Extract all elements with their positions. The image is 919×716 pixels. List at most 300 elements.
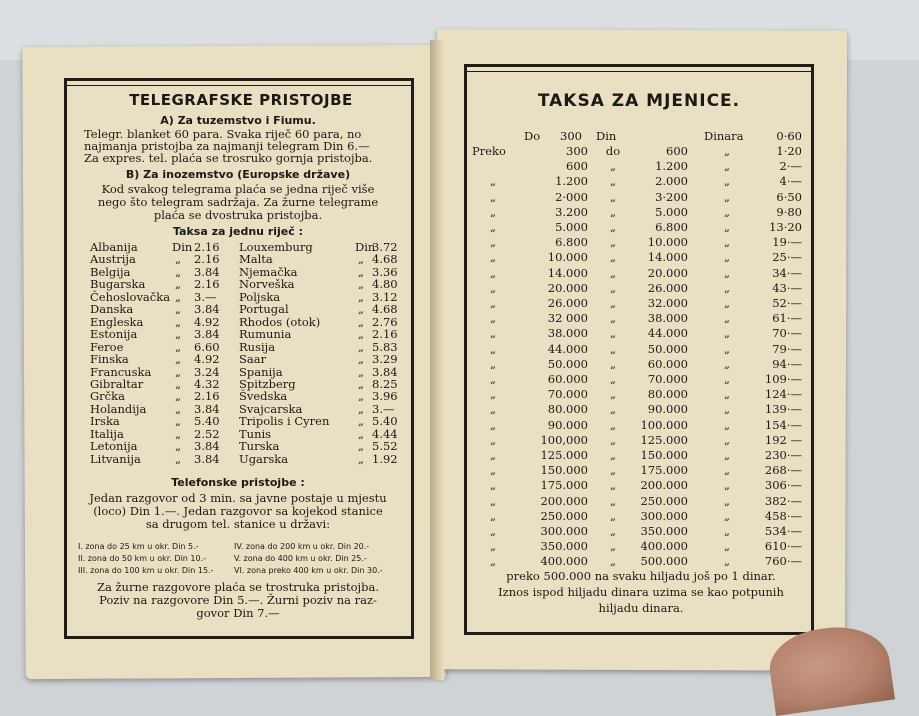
amount-to: 60.000: [647, 356, 688, 371]
ditto-mark: „: [724, 311, 730, 326]
country-rate: 3.84: [194, 264, 220, 279]
row-prefix: „: [490, 463, 496, 478]
country-rate: 3.84: [194, 439, 220, 454]
country-name: Italija: [90, 426, 124, 441]
amount-to: 70.000: [647, 372, 688, 386]
amount-from: 300.000: [540, 524, 588, 538]
bill-tax-title: TAKSA ZA MJENICE.: [537, 91, 741, 111]
country-rate: 4.44: [372, 426, 398, 441]
domestic-heading: A) Za tuzemstvo i Fiumu.: [160, 114, 316, 127]
amount-from: 150.000: [540, 463, 588, 478]
ditto-mark: „: [358, 426, 364, 441]
row-prefix: „: [490, 539, 496, 554]
country-rate: 4.68: [372, 302, 398, 317]
row-separator: „: [610, 204, 616, 219]
country-rate: 2.16: [194, 240, 220, 254]
footer-line: hiljadu dinara.: [598, 601, 684, 615]
tax-amount: 306·—: [764, 478, 802, 493]
phone-line: Jedan razgovor od 3 min. sa javne postaje u mjestu: [89, 491, 387, 505]
amount-from: 600: [566, 159, 588, 174]
book-gutter: [430, 40, 444, 680]
ditto-mark: „: [175, 314, 181, 329]
amount-to: 2.000: [655, 174, 688, 189]
ditto-mark: „: [175, 352, 181, 367]
row-prefix: „: [490, 174, 496, 189]
amount-to: 14.000: [647, 250, 688, 265]
amount-from: 14.000: [547, 265, 588, 280]
tax-amount: 458·—: [764, 508, 802, 523]
tax-amount: 43·—: [772, 280, 802, 295]
ditto-mark: „: [724, 524, 730, 538]
ditto-mark: „: [724, 296, 730, 310]
row-separator: „: [610, 463, 616, 478]
ditto-mark: „: [724, 463, 730, 478]
amount-from: 125.000: [540, 448, 588, 462]
ditto-mark: „: [358, 314, 364, 329]
amount-from: 90.000: [547, 417, 588, 432]
ditto-mark: „: [358, 451, 364, 466]
amount-to: 600: [666, 144, 688, 158]
ditto-mark: „: [724, 250, 730, 265]
amount-from: 200.000: [540, 493, 588, 508]
country-rate: 5.40: [194, 414, 220, 429]
country-name: Tunis: [239, 426, 272, 441]
row-prefix: „: [490, 508, 496, 523]
country-name: Estonija: [90, 327, 138, 342]
row-separator: „: [610, 220, 616, 234]
ditto-mark: „: [724, 417, 730, 432]
amount-to: 3·200: [655, 189, 688, 204]
country-name: Feroe: [90, 339, 124, 354]
row-prefix: „: [490, 250, 496, 265]
country-name: Gibraltar: [90, 376, 144, 391]
amount-from: 80.000: [547, 402, 588, 417]
row-separator: „: [610, 311, 616, 326]
row-separator: „: [610, 508, 616, 523]
row-prefix: „: [490, 387, 496, 402]
footer-line: Iznos ispod hiljadu dinara uzima se kao potpunih: [498, 585, 784, 599]
row-prefix: „: [490, 448, 496, 462]
ditto-mark: „: [358, 327, 364, 342]
country-rate: 6.60: [194, 339, 220, 354]
ditto-mark: „: [358, 364, 364, 379]
amount-from: 2·000: [555, 189, 588, 204]
tax-amount: 534·—: [764, 524, 802, 538]
amount-from: 70.000: [547, 387, 588, 402]
country-name: Švedska: [239, 389, 288, 404]
ditto-mark: Din: [355, 240, 376, 254]
urgent-line: govor Din 7.—: [196, 606, 280, 620]
amount-to: 6.800: [655, 220, 688, 234]
tax-amount: 230·—: [764, 448, 802, 462]
amount-to: 20.000: [647, 265, 688, 280]
row-separator: „: [610, 432, 616, 447]
amount-to: 350.000: [640, 524, 688, 538]
country-rate: 1.92: [372, 451, 398, 466]
ditto-mark: Din: [172, 240, 193, 254]
ditto-mark: „: [175, 389, 181, 404]
domestic-line: Telegr. blanket 60 para. Svaka riječ 60 para, no: [84, 127, 362, 141]
amount-from: 250.000: [540, 508, 588, 523]
country-name: Albanija: [90, 240, 138, 254]
tax-amount: 4·—: [779, 174, 802, 189]
tax-amount: 25·—: [772, 250, 802, 265]
ditto-mark: „: [175, 339, 181, 354]
ditto-mark: „: [724, 326, 730, 341]
amount-to: 250.000: [640, 493, 688, 508]
country-name: Irska: [90, 414, 120, 429]
tax-amount: 61·—: [772, 311, 802, 326]
amount-to: 50.000: [647, 341, 688, 356]
amount-to: 1.200: [655, 159, 688, 174]
row-separator: „: [610, 189, 616, 204]
ditto-mark: „: [358, 376, 364, 391]
ditto-mark: „: [724, 341, 730, 356]
ditto-mark: „: [724, 554, 730, 569]
ditto-mark: „: [724, 280, 730, 295]
telegraph-title: TELEGRAFSKE PRISTOJBE: [129, 91, 353, 109]
row-prefix: „: [490, 341, 496, 356]
ditto-mark: „: [724, 144, 730, 158]
ditto-mark: „: [175, 426, 181, 441]
urgent-line: Za žurne razgovore plaća se trostruka pristojba.: [97, 580, 379, 594]
tax-amount: 154·—: [764, 417, 802, 432]
row-separator: „: [610, 524, 616, 538]
zone-rate: IV. zona do 200 km u okr. Din 20.-: [234, 542, 370, 551]
country-rate: 3.84: [194, 327, 220, 342]
country-rate: 2.76: [372, 314, 398, 329]
amount-from: 26.000: [547, 296, 588, 310]
country-rate: 3.84: [194, 302, 220, 317]
country-name: Louxemburg: [239, 240, 313, 254]
ditto-mark: „: [358, 439, 364, 454]
amount-to: 5.000: [655, 204, 688, 219]
row-prefix: „: [490, 372, 496, 386]
header-fee: 0·60: [776, 129, 802, 143]
ditto-mark: „: [724, 174, 730, 189]
tax-amount: 34·—: [772, 265, 802, 280]
row-separator: „: [610, 159, 616, 174]
amount-to: 32.000: [647, 296, 688, 310]
country-name: Spanija: [239, 364, 283, 379]
row-prefix: „: [490, 189, 496, 204]
frame-inner-rule: [67, 85, 411, 86]
country-rate: 5.83: [372, 339, 398, 354]
ditto-mark: „: [724, 402, 730, 417]
ditto-mark: „: [724, 387, 730, 402]
phone-line: (loco) Din 1.—. Jedan razgovor sa kojekod stanice: [93, 504, 383, 518]
country-rate: 3.—: [372, 401, 395, 416]
phone-line: sa drugom tel. stanice u državi:: [145, 517, 331, 531]
ditto-mark: „: [175, 364, 181, 379]
row-prefix: „: [490, 296, 496, 310]
row-separator: „: [610, 235, 616, 250]
country-rate: 2.16: [194, 277, 220, 292]
row-prefix: „: [490, 326, 496, 341]
row-separator: „: [610, 356, 616, 371]
ditto-mark: „: [358, 264, 364, 279]
row-separator: „: [610, 250, 616, 265]
row-prefix: „: [490, 235, 496, 250]
country-rate: 3.29: [372, 352, 398, 367]
country-name: Bugarska: [90, 277, 146, 292]
tax-amount: 124·—: [764, 387, 802, 402]
ditto-mark: „: [358, 277, 364, 292]
row-separator: „: [610, 554, 616, 569]
amount-to: 90.000: [647, 402, 688, 417]
amount-to: 80.000: [647, 387, 688, 402]
ditto-mark: „: [175, 401, 181, 416]
ditto-mark: „: [724, 356, 730, 371]
amount-from: 100,000: [540, 432, 588, 447]
country-name: Letonija: [90, 439, 138, 454]
country-name: Turska: [239, 439, 280, 454]
ditto-mark: „: [724, 508, 730, 523]
foreign-line: nego što telegram sadržaja. Za žurne telegrame: [97, 195, 379, 209]
tax-amount: 382·—: [764, 493, 802, 508]
phone-heading: Telefonske pristojbe :: [171, 476, 305, 489]
row-separator: „: [610, 493, 616, 508]
country-rate: 3.12: [372, 289, 398, 304]
country-rate: 3.24: [194, 364, 220, 379]
tax-amount: 192 —: [764, 432, 802, 447]
row-prefix: Preko: [472, 144, 506, 158]
tax-amount: 610·—: [764, 539, 802, 554]
row-separator: „: [610, 478, 616, 493]
country-name: Danska: [90, 302, 134, 317]
ditto-mark: „: [724, 448, 730, 462]
row-separator: „: [610, 402, 616, 417]
ditto-mark: „: [175, 451, 181, 466]
row-separator: „: [610, 539, 616, 554]
ditto-mark: „: [724, 265, 730, 280]
row-prefix: „: [490, 265, 496, 280]
ditto-mark: „: [175, 439, 181, 454]
ditto-mark: „: [175, 414, 181, 429]
country-name: Tripolis i Cyren: [239, 414, 330, 429]
amount-from: 6.800: [555, 235, 588, 250]
ditto-mark: „: [724, 539, 730, 554]
country-rate: 5.40: [372, 414, 398, 429]
amount-to: 44.000: [647, 326, 688, 341]
amount-from: 3.200: [555, 204, 588, 219]
country-name: Njemačka: [239, 264, 298, 279]
country-name: Rusija: [239, 339, 276, 354]
country-name: Čehoslovačka: [90, 289, 171, 304]
row-prefix: „: [490, 554, 496, 569]
zone-rate: III. zona do 100 km u okr. Din 15.-: [78, 566, 214, 575]
amount-to: 500.000: [640, 554, 688, 569]
tax-amount: 2·—: [779, 159, 802, 174]
country-rate: 3.72: [372, 240, 398, 254]
word-rate-heading: Taksa za jednu riječ :: [172, 225, 304, 238]
country-name: Rumunia: [239, 327, 292, 342]
header-from: 300: [560, 129, 582, 143]
tax-amount: 6·50: [776, 189, 802, 204]
foreign-line: plaća se dvostruka pristojba.: [153, 208, 323, 222]
ditto-mark: „: [724, 432, 730, 447]
ditto-mark: „: [358, 252, 364, 267]
country-name: Spitzberg: [239, 376, 296, 391]
row-prefix: „: [490, 402, 496, 417]
row-prefix: „: [490, 478, 496, 493]
tax-amount: 109·—: [764, 372, 802, 386]
ditto-mark: „: [175, 376, 181, 391]
frame-inner-rule: [467, 71, 811, 72]
ditto-mark: „: [175, 252, 181, 267]
ditto-mark: „: [724, 159, 730, 174]
country-name: Malta: [239, 252, 273, 267]
tax-amount: 52·—: [772, 296, 802, 310]
country-rate: 3.36: [372, 264, 398, 279]
amount-to: 100.000: [640, 417, 688, 432]
row-separator: „: [610, 387, 616, 402]
row-prefix: „: [490, 493, 496, 508]
amount-to: 175.000: [640, 463, 688, 478]
row-separator: „: [610, 341, 616, 356]
zone-rate: II. zona do 50 km u okr. Din 10.-: [78, 554, 207, 563]
country-name: Saar: [239, 352, 267, 367]
row-prefix: „: [490, 280, 496, 295]
amount-from: 50.000: [547, 356, 588, 371]
amount-to: 200.000: [640, 478, 688, 493]
row-separator: „: [610, 326, 616, 341]
row-prefix: „: [490, 204, 496, 219]
country-name: Svajcarska: [239, 401, 303, 416]
zone-rate: V. zona do 400 km u okr. Din 25.-: [234, 554, 367, 563]
foreign-line: Kod svakog telegrama plaća se jedna riječ više: [101, 182, 375, 196]
tax-amount: 79·—: [772, 341, 802, 356]
amount-from: 44.000: [547, 341, 588, 356]
amount-from: 60.000: [547, 372, 588, 386]
country-name: Grčka: [90, 389, 125, 404]
country-name: Belgija: [90, 264, 131, 279]
zone-rate: I. zona do 25 km u okr. Din 5.-: [78, 542, 199, 551]
tax-amount: 268·—: [764, 463, 802, 478]
country-name: Finska: [90, 352, 129, 367]
row-prefix: „: [490, 356, 496, 371]
row-separator: „: [610, 372, 616, 386]
country-name: Rhodos (otok): [239, 314, 321, 329]
amount-to: 38.000: [647, 311, 688, 326]
country-name: Ugarska: [239, 451, 289, 466]
row-separator: do: [605, 144, 621, 158]
ditto-mark: „: [724, 493, 730, 508]
country-rate: 2.16: [372, 327, 398, 342]
zone-rate: VI. zona preko 400 km u okr. Din 30.-: [234, 566, 383, 575]
amount-from: 38.000: [547, 326, 588, 341]
country-rate: 8.25: [372, 376, 398, 391]
tax-amount: 19·—: [772, 235, 802, 250]
tax-amount: 1·20: [776, 144, 802, 158]
ditto-mark: „: [724, 204, 730, 219]
country-name: Portugal: [239, 302, 289, 317]
tax-amount: 760·—: [764, 554, 802, 569]
row-separator: „: [610, 448, 616, 462]
country-rate: 5.52: [372, 439, 398, 454]
amount-from: 300: [566, 144, 588, 158]
amount-to: 125.000: [640, 432, 688, 447]
amount-to: 400.000: [640, 539, 688, 554]
row-separator: „: [610, 174, 616, 189]
amount-from: 20.000: [547, 280, 588, 295]
ditto-mark: „: [358, 339, 364, 354]
header-dinara: Dinara: [704, 129, 744, 143]
ditto-mark: „: [724, 372, 730, 386]
row-prefix: „: [490, 417, 496, 432]
amount-from: 1.200: [555, 174, 588, 189]
amount-from: 400.000: [540, 554, 588, 569]
amount-to: 10.000: [647, 235, 688, 250]
ditto-mark: „: [724, 478, 730, 493]
row-separator: „: [610, 417, 616, 432]
row-prefix: „: [490, 432, 496, 447]
header-din: Din: [596, 129, 617, 143]
country-name: Norveška: [239, 277, 295, 292]
urgent-line: Poziv na razgovore Din 5.—. Žurni poziv na raz-: [99, 593, 377, 607]
ditto-mark: „: [358, 289, 364, 304]
country-rate: 3.84: [372, 364, 398, 379]
amount-from: 32 000: [547, 311, 588, 326]
tax-amount: 13·20: [769, 220, 802, 234]
ditto-mark: „: [358, 389, 364, 404]
amount-from: 350.000: [540, 539, 588, 554]
row-prefix: „: [490, 311, 496, 326]
amount-to: 300.000: [640, 508, 688, 523]
ditto-mark: „: [358, 352, 364, 367]
amount-to: 150.000: [640, 448, 688, 462]
tax-amount: 9·80: [776, 204, 802, 219]
row-separator: „: [610, 265, 616, 280]
row-separator: „: [610, 296, 616, 310]
tax-amount: 139·—: [764, 402, 802, 417]
country-rate: 4.32: [194, 376, 220, 391]
tax-amount: 70·—: [772, 326, 802, 341]
ditto-mark: „: [175, 289, 181, 304]
ditto-mark: „: [724, 220, 730, 234]
amount-from: 175.000: [540, 478, 588, 493]
country-rate: 4.92: [194, 314, 220, 329]
amount-from: 10.000: [547, 250, 588, 265]
row-prefix: „: [490, 524, 496, 538]
tax-amount: 94·—: [772, 356, 802, 371]
country-name: Holandija: [90, 401, 147, 416]
ditto-mark: „: [358, 414, 364, 429]
header-do: Do: [524, 129, 541, 143]
ditto-mark: „: [175, 302, 181, 317]
ditto-mark: „: [175, 327, 181, 342]
amount-from: 5.000: [555, 220, 588, 234]
ditto-mark: „: [175, 264, 181, 279]
ditto-mark: „: [724, 235, 730, 250]
amount-to: 26.000: [647, 280, 688, 295]
ditto-mark: „: [724, 189, 730, 204]
country-rate: 3.84: [194, 451, 220, 466]
country-name: Litvanija: [90, 451, 141, 466]
row-separator: „: [610, 280, 616, 295]
foreign-heading: B) Za inozemstvo (Europske države): [125, 168, 351, 181]
country-rate: 3.84: [194, 401, 220, 416]
country-name: Austrija: [90, 252, 136, 267]
ditto-mark: „: [358, 302, 364, 317]
country-rate: 2.16: [194, 252, 220, 267]
country-rate: 3.—: [194, 289, 217, 304]
country-rate: 3.96: [372, 389, 398, 404]
row-prefix: „: [490, 220, 496, 234]
country-name: Engleska: [90, 314, 144, 329]
country-rate: 4.92: [194, 352, 220, 367]
country-rate: 2.52: [194, 426, 220, 441]
